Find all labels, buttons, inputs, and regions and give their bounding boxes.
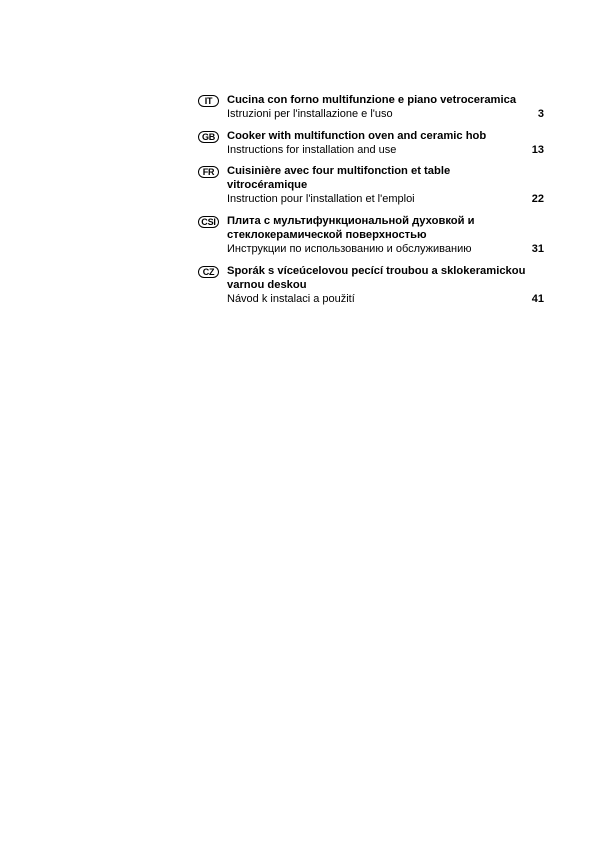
toc-entry-fr[interactable]	[198, 164, 548, 206]
entry-subtitle: Instruction pour l'installation et l'emploi	[227, 193, 415, 205]
entry-page-number: 13	[531, 144, 544, 156]
language-badge-it: IT	[198, 95, 219, 107]
entry-subtitle: Návod k instalaci a použití	[227, 293, 355, 305]
entry-title: Sporák s víceúcelovou pecící troubou a sklokeramickou varnou deskou	[227, 265, 526, 291]
entry-title: Cucina con forno multifunzione e piano vetroceramica	[227, 94, 517, 106]
language-badge-csi: CSI	[198, 216, 219, 228]
entry-subline	[227, 292, 548, 306]
entry-subtitle: Инструкции по использованию и обслуживанию	[227, 243, 472, 255]
toc-entry-cz[interactable]	[198, 264, 548, 306]
entry-title: Плита с мультифункциональной духовкой и стеклокерамической поверхностью	[227, 215, 475, 241]
language-badge-fr: FR	[198, 166, 219, 178]
entry-subtitle: Instructions for installation and use	[227, 144, 397, 156]
entry-subline	[227, 242, 548, 256]
entry-page-number: 41	[531, 293, 544, 305]
entry-title: Cuisinière avec four multifonction et table vitrocéramique	[227, 165, 451, 191]
toc-entry-it[interactable]	[198, 93, 548, 121]
entry-page-number: 31	[531, 243, 544, 255]
entry-title: Cooker with multifunction oven and ceramic hob	[227, 130, 487, 142]
language-badge-gb: GB	[198, 131, 219, 143]
entry-subline	[227, 107, 548, 121]
table-of-contents	[198, 93, 548, 314]
entry-subline	[227, 192, 548, 206]
toc-entry-csi[interactable]	[198, 214, 548, 256]
entry-page-number: 3	[537, 108, 544, 120]
toc-entry-gb[interactable]	[198, 129, 548, 157]
language-badge-cz: CZ	[198, 266, 219, 278]
entry-page-number: 22	[531, 193, 544, 205]
entry-subtitle: Istruzioni per l'installazione e l'uso	[227, 108, 393, 120]
entry-subline	[227, 143, 548, 157]
